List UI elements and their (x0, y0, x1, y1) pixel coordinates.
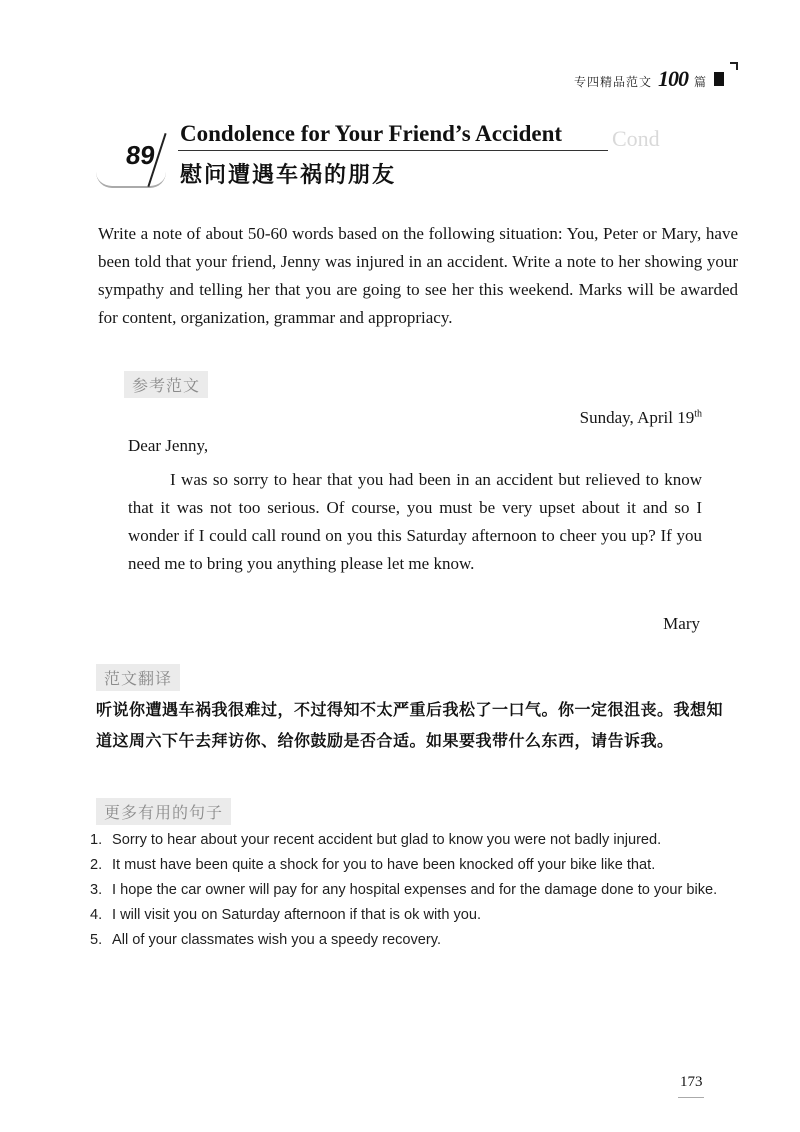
title-rule (178, 150, 608, 151)
title-watermark-decoration: Cond (612, 126, 660, 151)
list-item-number: 1. (90, 832, 103, 848)
list-item (90, 829, 740, 853)
translation-text: 听说你遭遇车祸我很难过，不过得知不太严重后我松了一口气。你一定很沮丧。我想知道这周六下午去拜访你、给你鼓励是否合适。如果要我带什么东西，请告诉我。 (96, 700, 724, 750)
list-item-number: 3. (90, 882, 103, 898)
letter-body: I was so sorry to hear that you had been in an accident but relieved to know that it was not too serious. Of course, you must be very upset about it and so I wonder if I could call round on you this Saturday afternoon to cheer you up? If you need me to bring you anything please let me know. (128, 470, 702, 573)
list-item-number: 5. (90, 932, 103, 948)
running-header (574, 66, 738, 92)
page-number: 173 (680, 1074, 703, 1090)
essay-title-chinese: 慰问遭遇车祸的朋友 (180, 163, 397, 188)
list-item-text: I will visit you on Saturday afternoon if that is ok with you. (112, 907, 482, 923)
essay-title-english: Condolence for Your Friend’s Accident (180, 121, 563, 146)
letter-greeting: Dear Jenny, (128, 436, 209, 455)
book-series-label: 专四精品范文 (573, 75, 652, 89)
header-flag-icon (730, 62, 738, 70)
list-item-text: All of your classmates wish you a speedy recovery. (112, 932, 442, 948)
letter-date (580, 408, 702, 428)
section-tag-more-sentences: 更多有用的句子 (96, 798, 231, 825)
list-item (90, 904, 740, 928)
title-swoosh-decoration (96, 172, 166, 188)
section-tag-reference: 参考范文 (124, 371, 208, 398)
header-block-icon (714, 72, 724, 86)
letter-date-text: Sunday, April 19 (579, 408, 695, 427)
book-series-suffix: 篇 (693, 75, 706, 89)
letter-date-suffix: th (694, 408, 702, 420)
list-item-number: 2. (90, 857, 103, 873)
book-series-number: 100 (657, 66, 688, 91)
list-item (90, 879, 740, 903)
list-item-text: I hope the car owner will pay for any hospital expenses and for the damage done to your bike. (112, 882, 718, 898)
letter-signature: Mary (663, 614, 700, 633)
list-item (90, 929, 740, 953)
list-item-text: Sorry to hear about your recent accident but glad to know you were not badly injured. (112, 832, 662, 848)
list-item (90, 854, 740, 878)
page-number-rule (678, 1097, 704, 1098)
writing-prompt: Write a note of about 50-60 words based on the following situation: You, Peter or Mary, have been told that your friend, Jenny was injured in an accident. Write a note to her showing your sympathy and telling her that you are going to see her this weekend. Marks will be awarded for content, organization, grammar and appropriacy. (98, 224, 738, 327)
essay-number: 89 (124, 140, 157, 170)
list-item-number: 4. (90, 907, 103, 923)
useful-sentences-list (90, 829, 740, 954)
list-item-text: It must have been quite a shock for you to have been knocked off your bike like that. (112, 857, 656, 873)
section-tag-translation: 范文翻译 (96, 664, 180, 691)
